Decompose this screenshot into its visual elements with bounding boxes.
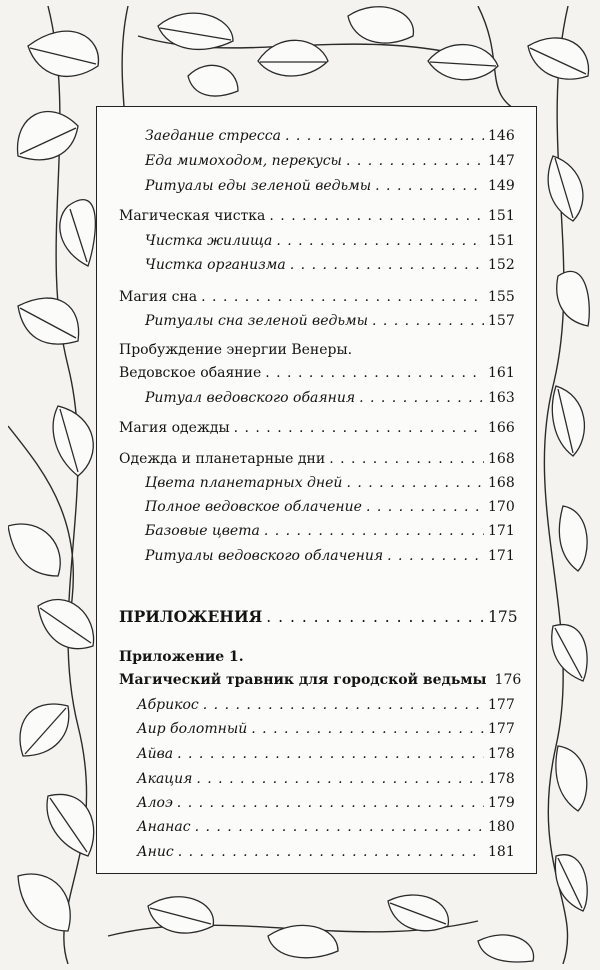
dot-leader: [264, 521, 484, 541]
toc-entry: [119, 206, 514, 226]
toc-entry: [119, 607, 518, 627]
toc-entry: [119, 449, 514, 469]
toc-entry-title: Магия одежды: [119, 420, 230, 436]
toc-entry: [145, 151, 514, 171]
dot-leader: [375, 176, 484, 196]
toc-entry-page: 181: [488, 844, 515, 860]
toc-entry-page: 155: [488, 289, 515, 305]
toc-entry: [145, 231, 514, 251]
toc-entry-title: Алоэ: [137, 795, 173, 811]
dot-leader: [387, 546, 484, 566]
toc-entry-title: Заедание стресса: [145, 128, 281, 144]
dot-leader: [196, 769, 484, 789]
toc-entry-page: 177: [488, 721, 515, 737]
toc-entry-page: 170: [488, 499, 515, 515]
toc-entry-page: 171: [488, 548, 515, 564]
toc-entry-title: Ритуалы сна зеленой ведьмы: [145, 313, 368, 329]
toc-entry-page: 178: [488, 746, 515, 762]
toc-entry-page: 163: [488, 390, 515, 406]
toc-entry-title: Абрикос: [137, 697, 199, 713]
toc-entry-title: Аир болотный: [137, 721, 248, 737]
toc-entry: [137, 744, 514, 764]
dot-leader: [266, 607, 484, 627]
dot-leader: [346, 151, 484, 171]
toc-entry: [137, 817, 514, 837]
dot-leader: [359, 388, 484, 408]
toc-entry-page: 166: [488, 420, 515, 436]
toc-entry-title: Полное ведовское облачение: [145, 499, 362, 515]
toc-entry-title: Акация: [137, 771, 193, 787]
toc-heading: Приложение 1.: [119, 649, 244, 665]
dot-leader: [251, 719, 484, 739]
toc-entry-page: 171: [488, 523, 515, 539]
toc-entry: [137, 719, 514, 739]
toc-entry: [145, 473, 514, 493]
toc-entry-page: 168: [488, 475, 515, 491]
toc-entry-title: Магия сна: [119, 289, 198, 305]
toc-entry-title: Ритуалы еды зеленой ведьмы: [145, 178, 372, 194]
table-of-contents: [96, 106, 537, 874]
toc-entry-page: 161: [488, 365, 515, 381]
dot-leader: [234, 418, 484, 438]
dot-leader: [276, 231, 484, 251]
dot-leader: [195, 817, 484, 837]
toc-entry: [145, 255, 514, 275]
toc-entry-page: 152: [488, 257, 515, 273]
toc-entry-title: ПРИЛОЖЕНИЯ: [119, 607, 263, 626]
toc-entry-title: Ритуал ведовского обаяния: [145, 390, 356, 406]
toc-entry: [145, 521, 514, 541]
toc-entry-page: 149: [488, 178, 515, 194]
dot-leader: [366, 497, 484, 517]
toc-entry-title: Чистка организма: [145, 257, 286, 273]
dot-leader: [285, 126, 484, 146]
dot-leader: [203, 695, 484, 715]
toc-entry: [145, 176, 514, 196]
toc-entry: [137, 842, 514, 862]
dot-leader: [372, 311, 484, 331]
toc-entry-page: 177: [488, 697, 515, 713]
toc-entry-title: Ананас: [137, 819, 191, 835]
toc-entry-title: Еда мимоходом, перекусы: [145, 153, 342, 169]
toc-entry-page: 179: [488, 795, 515, 811]
dot-leader: [177, 744, 484, 764]
toc-entry-page: 151: [488, 233, 515, 249]
dot-leader: [346, 473, 484, 493]
toc-entry: [145, 311, 514, 331]
toc-entry-title: Базовые цвета: [145, 523, 260, 539]
toc-heading: Пробуждение энергии Венеры.: [119, 342, 353, 358]
toc-entry-page: 151: [488, 208, 515, 224]
toc-entry-page: 175: [488, 608, 518, 626]
dot-leader: [290, 255, 484, 275]
toc-entry-title: Одежда и планетарные дни: [119, 451, 326, 467]
toc-entry-title: Магическая чистка: [119, 208, 266, 224]
toc-entry: [119, 670, 522, 690]
toc-entry-page: 157: [488, 313, 515, 329]
dot-leader: [265, 363, 484, 383]
toc-entry-page: 146: [488, 128, 515, 144]
dot-leader: [269, 206, 484, 226]
toc-entry: [145, 126, 514, 146]
toc-entry: [119, 287, 514, 307]
toc-entry: [137, 793, 514, 813]
toc-entry-title: Айва: [137, 746, 174, 762]
toc-entry: [119, 363, 514, 383]
toc-entry-title: Магический травник для городской ведьмы: [119, 672, 487, 688]
toc-entry: [137, 769, 514, 789]
dot-leader: [178, 842, 484, 862]
toc-entry: [145, 546, 514, 566]
dot-leader: [201, 287, 484, 307]
toc-entry-title: Чистка жилища: [145, 233, 273, 249]
dot-leader: [329, 449, 484, 469]
toc-entry-page: 147: [488, 153, 515, 169]
toc-entry-page: 168: [488, 451, 515, 467]
toc-entry-page: 176: [494, 672, 522, 688]
toc-entry-title: Ведовское обаяние: [119, 365, 262, 381]
toc-entry-title: Цвета планетарных дней: [145, 475, 343, 491]
toc-entry: [119, 418, 514, 438]
toc-entry: [137, 695, 514, 715]
toc-entry: [145, 497, 514, 517]
dot-leader: [177, 793, 484, 813]
toc-entry-title: Ритуалы ведовского облачения: [145, 548, 384, 564]
toc-entry-page: 178: [488, 771, 515, 787]
toc-entry-title: Анис: [137, 844, 174, 860]
toc-entry-page: 180: [488, 819, 515, 835]
toc-entry: [145, 388, 514, 408]
